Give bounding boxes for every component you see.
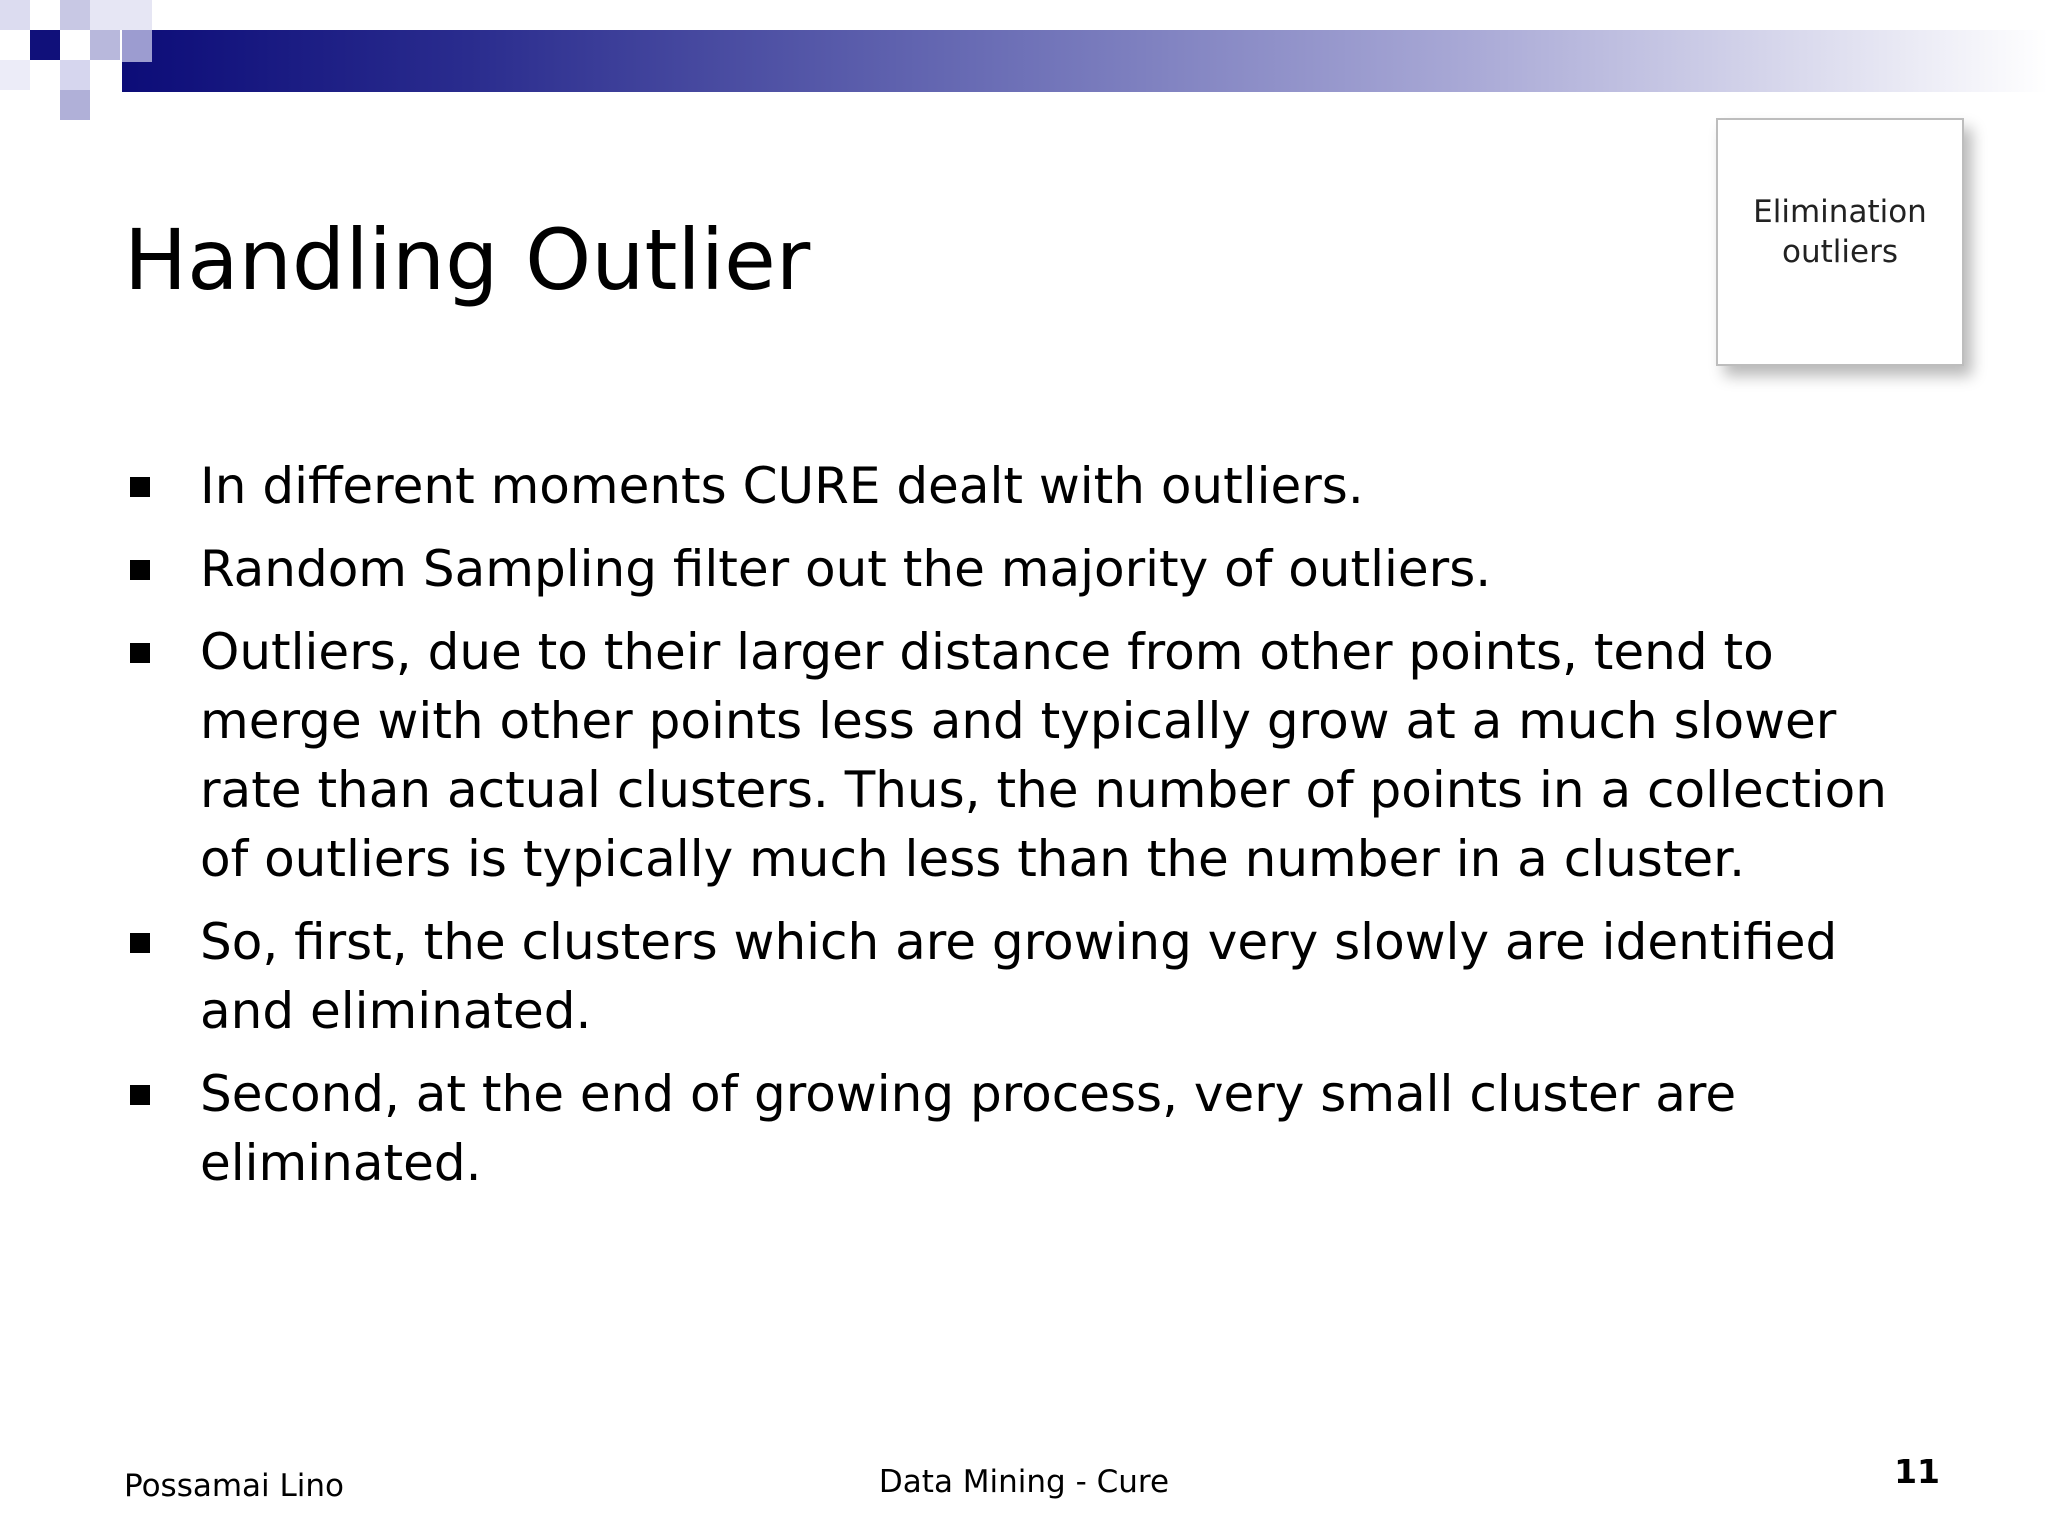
slide-title: Handling Outlier: [124, 211, 811, 309]
bullet-text: Random Sampling filter out the majority of outliers.: [200, 540, 1492, 598]
square-bullet-icon: [130, 1085, 150, 1105]
bullet-item: [124, 618, 1924, 894]
header-gradient-band: [122, 30, 2048, 92]
bullet-text: So, first, the clusters which are growing very slowly are identified and eliminated.: [200, 913, 1838, 1040]
footer-course: Data Mining - Cure: [878, 1464, 1170, 1500]
decorative-square: [60, 60, 90, 90]
decorative-square: [0, 60, 30, 90]
decorative-square: [60, 90, 90, 120]
footer-author: Possamai Lino: [124, 1468, 345, 1504]
bullet-item: [124, 535, 1924, 604]
bullet-text: Second, at the end of growing process, very small cluster are eliminated.: [200, 1065, 1737, 1192]
bullet-text: In different moments CURE dealt with outliers.: [200, 457, 1364, 515]
callout-text: Elimination outliers: [1753, 194, 1927, 270]
callout-box: [1716, 118, 1964, 366]
bullet-text: Outliers, due to their larger distance from other points, tend to merge with other points less and typically grow at a much slower rate than actual clusters. Thus, the number of points in a collection of outliers is typically much less than the number in a cluster.: [200, 623, 1887, 888]
square-bullet-icon: [130, 933, 150, 953]
bullet-item: [124, 1060, 1924, 1198]
decorative-square: [90, 30, 120, 60]
page-number: 11: [1894, 1452, 1940, 1491]
square-bullet-icon: [130, 560, 150, 580]
bullet-item: [124, 908, 1924, 1046]
decorative-square: [60, 0, 90, 30]
bullet-list: [124, 452, 1924, 1212]
decorative-square: [30, 30, 60, 60]
bullet-item: [124, 452, 1924, 521]
decorative-square: [90, 0, 152, 30]
square-bullet-icon: [130, 477, 150, 497]
decorative-square: [122, 30, 152, 62]
square-bullet-icon: [130, 643, 150, 663]
decorative-square: [0, 0, 30, 30]
